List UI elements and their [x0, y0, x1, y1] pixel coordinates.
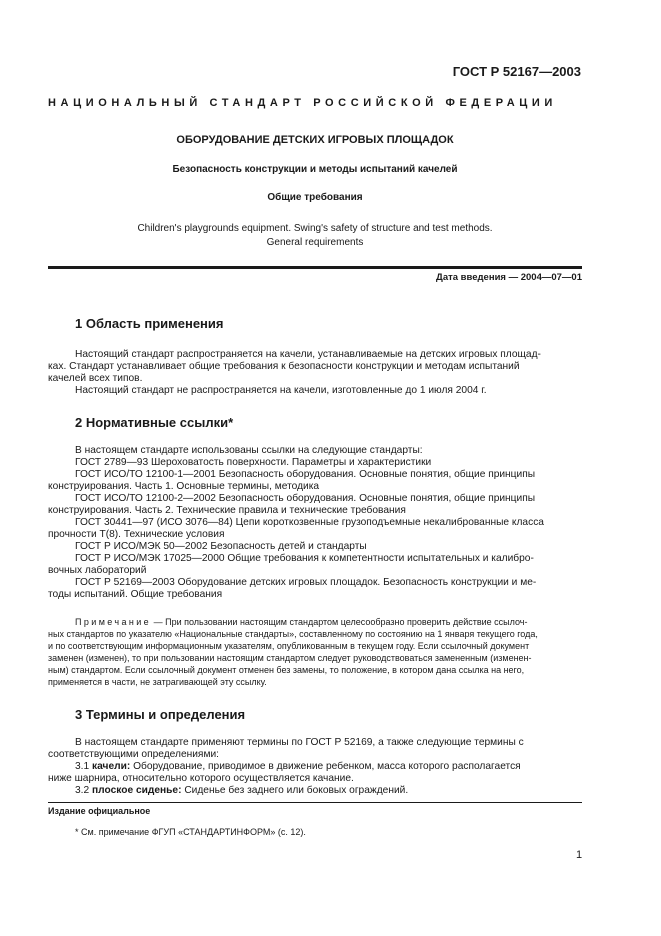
- text-line: Настоящий стандарт не распространяется на качели, изготовленные до 1 июля 2004 г.: [75, 385, 487, 396]
- section-1-body: [48, 349, 582, 397]
- note-text: — При пользовании настоящим стандартом целесообразно проверить действие ссылоч-: [151, 617, 528, 627]
- note-line: заменен (изменен), то при пользовании настоящим стандартом следует руководствоваться замененным (изменен-: [48, 653, 532, 663]
- term-text: Оборудование, приводимое в движение ребенком, масса которого располагается: [130, 761, 521, 772]
- page-number: 1: [576, 849, 583, 861]
- reference-line: конструирования. Часть 2. Технические правила и технические требования: [48, 505, 406, 516]
- term-number: 3.2: [75, 785, 90, 796]
- document-subtitle-2: Общие требования: [267, 192, 363, 203]
- document-title: ОБОРУДОВАНИЕ ДЕТСКИХ ИГРОВЫХ ПЛОЩАДОК: [176, 134, 454, 146]
- document-subtitle: Безопасность конструкции и методы испытаний качелей: [172, 164, 458, 175]
- note-line: [75, 616, 582, 628]
- reference-line: ГОСТ Р ИСО/МЭК 50—2002 Безопасность детей и стандарты: [75, 541, 367, 552]
- reference-line: ГОСТ ИСО/ТО 12100-1—2001 Безопасность оборудования. Основные понятия, общие принципы: [75, 469, 536, 480]
- publication-label: Издание официальное: [48, 806, 151, 816]
- reference-line: прочности Т(8). Технические условия: [48, 529, 225, 540]
- term-definition: [75, 785, 582, 797]
- reference-line: вочных лабораторий: [48, 565, 147, 576]
- english-title-line: Children's playgrounds equipment. Swing's safety of structure and test methods.: [137, 223, 493, 234]
- footnote: * См. примечание ФГУП «СТАНДАРТИНФОРМ» (с. 12).: [75, 827, 306, 837]
- term-text: Сиденье без заднего или боковых ограждений.: [181, 785, 409, 796]
- text-line: В настоящем стандарте использованы ссылки на следующие стандарты:: [75, 445, 423, 456]
- reference-line: ГОСТ 30441—97 (ИСО 3076—84) Цепи короткозвенные грузоподъемные некалиброванные класса: [75, 517, 544, 528]
- title-divider: [48, 266, 582, 269]
- term-name: плоское сиденье:: [92, 785, 182, 796]
- note-line: и по соответствующим информационным указателям, опубликованным в текущем году. Если ссылочный документ: [48, 641, 530, 651]
- term-definition-cont: ниже шарнира, относительно которого осуществляется качание.: [48, 773, 354, 784]
- footer-divider: [48, 802, 582, 803]
- text-line: В настоящем стандарте применяют термины по ГОСТ Р 52169, а также следующие термины с: [75, 737, 524, 748]
- text-line: ках. Стандарт устанавливает общие требования к безопасности конструкции и методам испытаний: [48, 361, 520, 372]
- reference-line: ГОСТ Р 52169—2003 Оборудование детских игровых площадок. Безопасность конструкции и ме-: [75, 577, 537, 588]
- text-line: качелей всех типов.: [48, 373, 143, 384]
- section-3-heading: 3 Термины и определения: [75, 707, 246, 722]
- national-standard-banner: НАЦИОНАЛЬНЫЙ СТАНДАРТ РОССИЙСКОЙ ФЕДЕРАЦИИ: [48, 97, 557, 109]
- term-definition: [75, 761, 582, 773]
- section-1-heading: 1 Область применения: [75, 316, 224, 331]
- section-3-body: [48, 737, 582, 797]
- gost-number: ГОСТ Р 52167—2003: [452, 64, 581, 79]
- reference-line: ГОСТ ИСО/ТО 12100-2—2002 Безопасность оборудования. Основные понятия, общие принципы: [75, 493, 536, 504]
- introduction-date: Дата введения — 2004—07—01: [436, 272, 582, 283]
- english-title-line: General requirements: [266, 237, 364, 248]
- section-2-note: [48, 616, 582, 688]
- term-number: 3.1: [75, 761, 90, 772]
- note-line: ным) стандартом. Если ссылочный документ отменен без замены, то положение, в котором дана ссылка на него,: [48, 665, 525, 675]
- note-line: ных стандартов по указателю «Национальные стандарты», составленному по состоянию на 1 января текущего года,: [48, 629, 538, 639]
- reference-line: тоды испытаний. Общие требования: [48, 589, 223, 600]
- reference-line: ГОСТ Р ИСО/МЭК 17025—2000 Общие требования к компетентности испытательных и калибро-: [75, 553, 534, 564]
- term-name: качели:: [92, 761, 131, 772]
- note-line: применяется в части, не затрагивающей эту ссылку.: [48, 677, 267, 687]
- english-title: [48, 222, 582, 250]
- reference-line: ГОСТ 2789—93 Шероховатость поверхности. Параметры и характеристики: [75, 457, 432, 468]
- note-label: Примечание: [75, 617, 152, 627]
- section-2-heading: 2 Нормативные ссылки*: [75, 415, 234, 430]
- text-line: соответствующими определениями:: [48, 749, 219, 760]
- reference-line: конструирования. Часть 1. Основные термины, методика: [48, 481, 320, 492]
- section-2-body: [48, 445, 582, 601]
- text-line: Настоящий стандарт распространяется на качели, устанавливаемые на детских игровых площад-: [75, 349, 541, 360]
